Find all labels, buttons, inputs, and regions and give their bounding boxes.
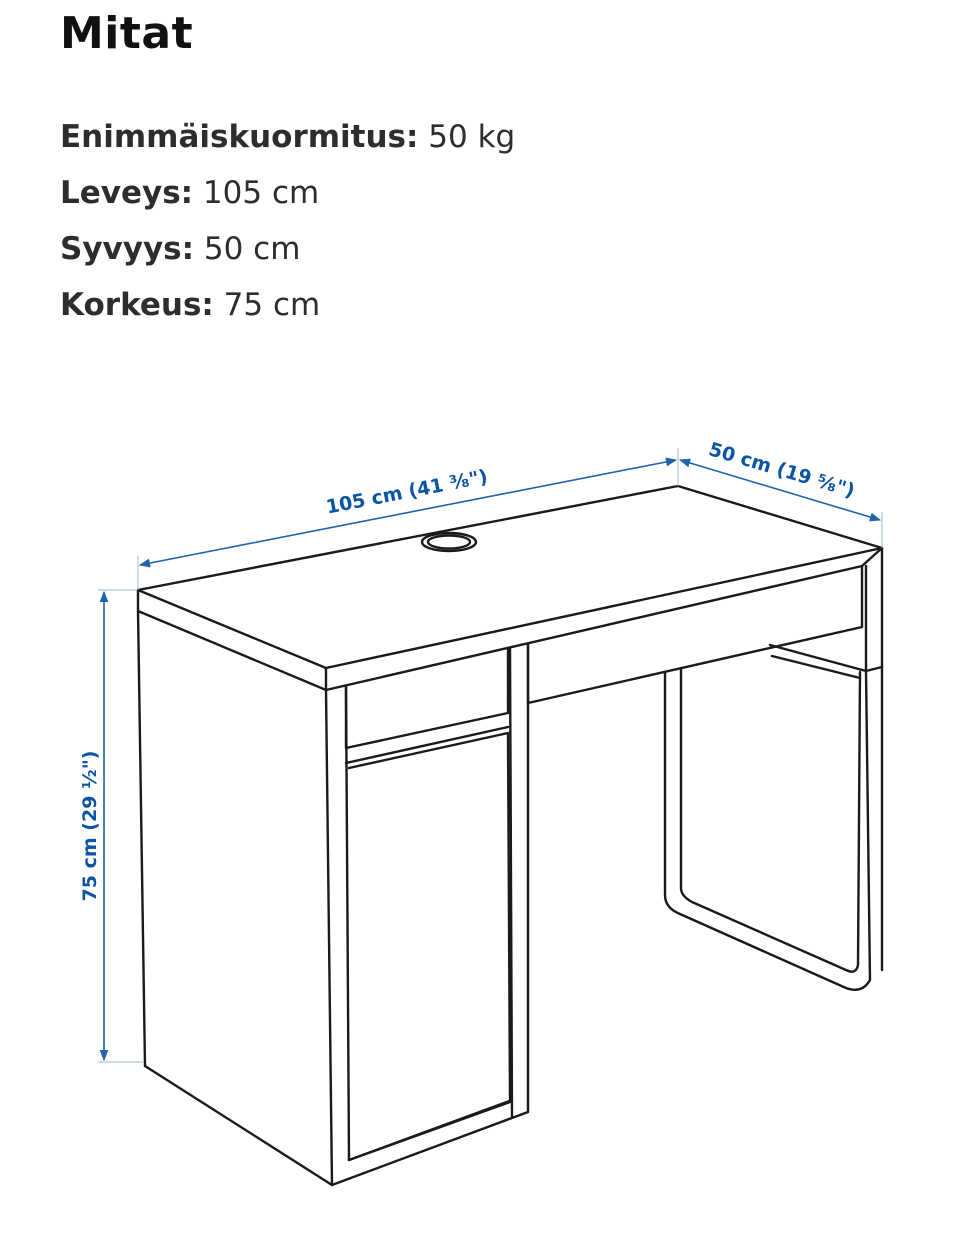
- desk-drawing: [138, 486, 882, 1185]
- width-dimension-label: 105 cm (41 ³⁄₈"): [324, 465, 490, 519]
- cabinet-front-left-edge: [326, 690, 332, 1185]
- cabinet-base: [332, 1112, 528, 1185]
- cabinet-front-inner-left: [346, 686, 349, 1160]
- spec-label: Leveys:: [60, 175, 194, 211]
- specs-list: [60, 112, 515, 336]
- page-title: Mitat: [60, 8, 194, 59]
- right-panel-joint: [866, 667, 882, 671]
- cabinet-side-front: [138, 611, 145, 1066]
- spec-value: 75 cm: [213, 287, 321, 323]
- spec-label: Enimmäiskuormitus:: [60, 119, 419, 155]
- height-dimension-label: 75 cm (29 ¹⁄₂"): [79, 750, 101, 902]
- cabinet-door: [349, 733, 510, 1160]
- spec-label: Syvyys:: [60, 231, 195, 267]
- desk-top: [138, 486, 882, 668]
- cable-hole-inner: [428, 536, 470, 549]
- dimension-lines: [98, 448, 882, 1062]
- spec-row-width: [60, 168, 515, 224]
- spec-row-depth: [60, 224, 515, 280]
- spec-value: 50 kg: [418, 119, 516, 155]
- spec-label: Korkeus:: [60, 287, 214, 323]
- width-dimension-line: [140, 460, 676, 565]
- depth-dimension-label: 50 cm (19 ⁵⁄₈"): [706, 438, 858, 503]
- spec-value: 50 cm: [194, 231, 301, 267]
- long-drawer: [528, 566, 862, 703]
- leg-frame-outer: [665, 671, 870, 990]
- cabinet-bottom-left: [145, 1066, 332, 1185]
- spec-row-height: [60, 280, 515, 336]
- cabinet-drawer-lower: [346, 727, 508, 763]
- spec-value: 105 cm: [193, 175, 320, 211]
- spec-row-max-load: [60, 112, 515, 168]
- desk-dimension-diagram: [0, 400, 960, 1237]
